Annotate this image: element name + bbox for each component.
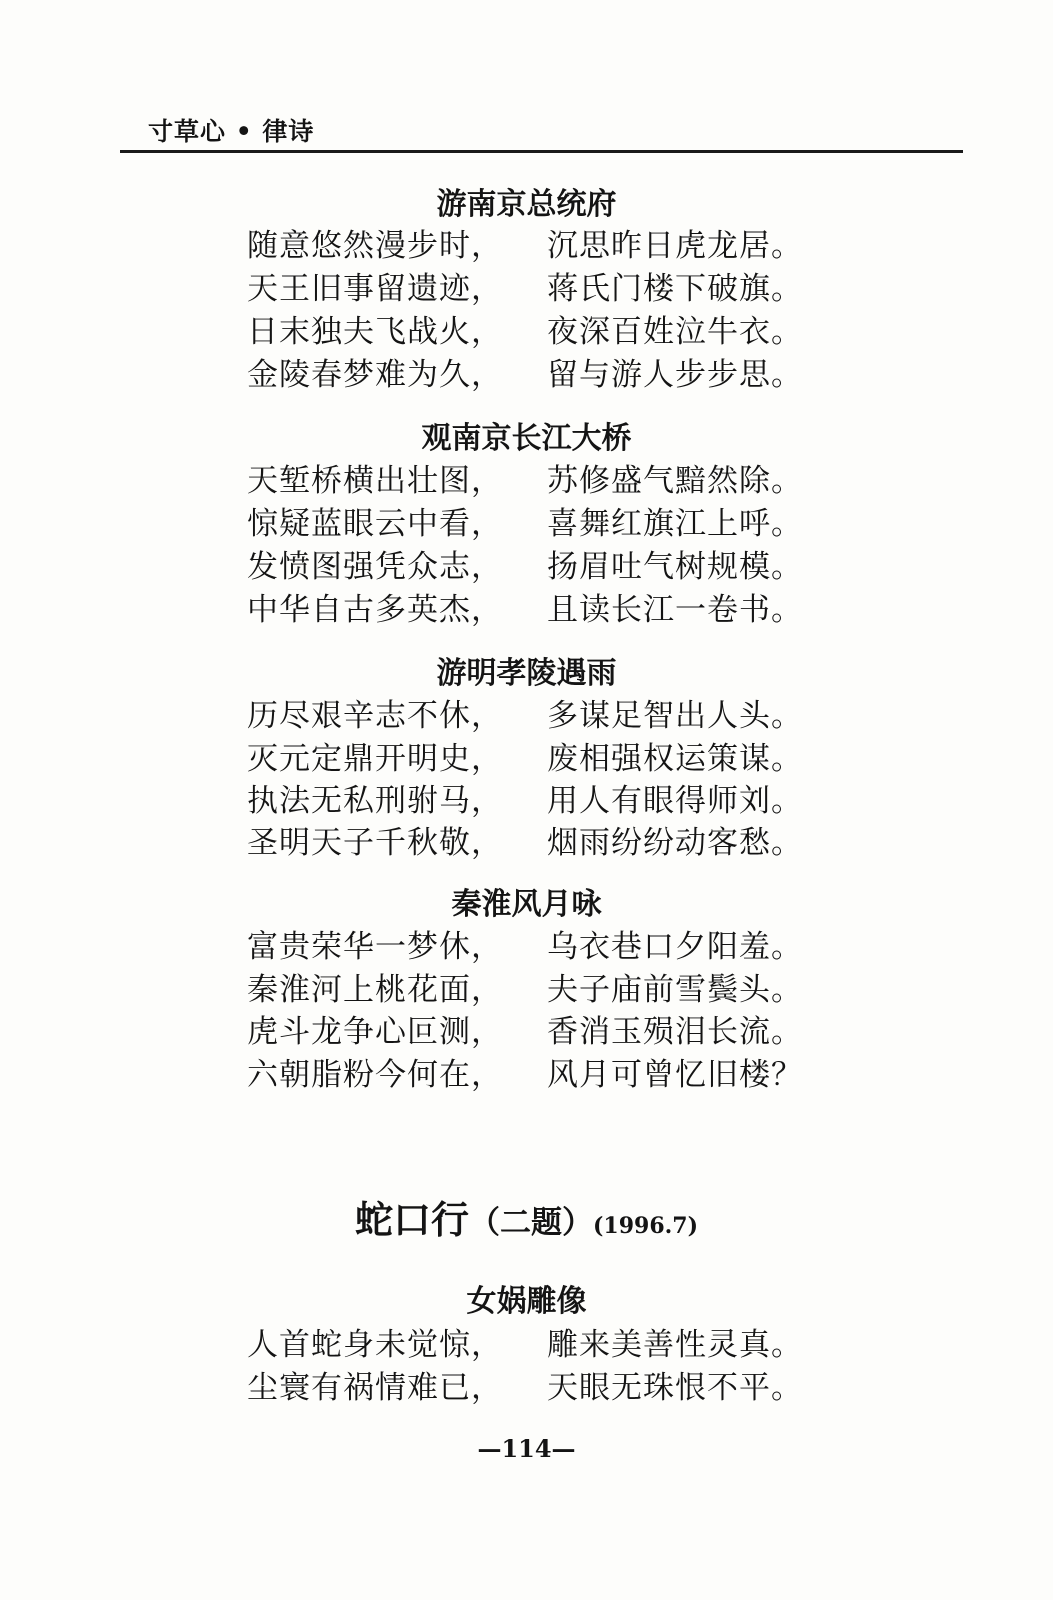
page-number: —114— xyxy=(477,1434,576,1463)
poem-line-right: 多谋足智出人头。 xyxy=(547,698,803,734)
poem-title: 女娲雕像 xyxy=(466,1284,587,1319)
poem-line-right: 乌衣巷口夕阳羞。 xyxy=(547,929,803,965)
poem-line-left: 执法无私刑驸马， xyxy=(247,783,503,819)
poem-line-right: 废相强权运策谋。 xyxy=(547,741,803,777)
poem-title: 观南京长江大桥 xyxy=(421,421,632,456)
poem-line-left: 惊疑蓝眼云中看， xyxy=(247,506,503,542)
poem-title: 游南京总统府 xyxy=(436,187,617,222)
section-title-date: (1996.7) xyxy=(593,1213,699,1239)
poem-line-left: 尘寰有祸情难已， xyxy=(247,1370,503,1406)
poem-line-right: 苏修盛气黯然除。 xyxy=(547,463,803,499)
poem-line-right: 用人有眼得师刘。 xyxy=(547,783,803,819)
poem-line-right: 夫子庙前雪鬓头。 xyxy=(547,972,803,1008)
poem-line-right: 沉思昨日虎龙居。 xyxy=(547,228,803,264)
poem-line-right: 夜深百姓泣牛衣。 xyxy=(547,314,803,350)
poem-line-left: 天王旧事留遗迹， xyxy=(247,271,503,307)
poem-line-left: 金陵春梦难为久， xyxy=(247,357,503,393)
poem-line-right: 烟雨纷纷动客愁。 xyxy=(547,825,803,861)
poem-title: 游明孝陵遇雨 xyxy=(436,656,617,691)
poem-title: 秦淮风月咏 xyxy=(451,887,602,922)
poem-line-left: 历尽艰辛志不休， xyxy=(247,698,503,734)
header-rule xyxy=(120,150,963,153)
poem-line-left: 虎斗龙争心叵测， xyxy=(247,1014,503,1050)
section-title-main: 蛇口行 xyxy=(354,1198,469,1242)
poem-line-left: 中华自古多英杰， xyxy=(247,592,503,628)
poem-line-right: 香消玉殒泪长流。 xyxy=(547,1014,803,1050)
poem-line-left: 随意悠然漫步时， xyxy=(247,228,503,264)
poem-line-right: 喜舞红旗江上呼。 xyxy=(547,506,803,542)
page-header: 寸草心 • 律诗 xyxy=(148,117,315,146)
poem-line-right: 扬眉吐气树规模。 xyxy=(547,549,803,585)
section-title xyxy=(0,1198,1053,1248)
poem-line-left: 人首蛇身未觉惊， xyxy=(247,1327,503,1363)
poem-line-left: 发愤图强凭众志， xyxy=(247,549,503,585)
poem-line-left: 日末独夫飞战火， xyxy=(247,314,503,350)
section-title-paren-note: （二题） xyxy=(469,1205,593,1241)
poem-line-right: 留与游人步步思。 xyxy=(547,357,803,393)
poem-line-right: 风月可曾忆旧楼？ xyxy=(547,1057,803,1093)
poem-line-left: 六朝脂粉今何在， xyxy=(247,1057,503,1093)
poem-line-left: 天堑桥横出壮图， xyxy=(247,463,503,499)
poem-line-right: 天眼无珠恨不平。 xyxy=(547,1370,803,1406)
poem-line-right: 雕来美善性灵真。 xyxy=(547,1327,803,1363)
poem-line-left: 灭元定鼎开明史， xyxy=(247,741,503,777)
poem-line-left: 圣明天子千秋敬， xyxy=(247,825,503,861)
poem-line-left: 秦淮河上桃花面， xyxy=(247,972,503,1008)
poem-line-right: 且读长江一卷书。 xyxy=(547,592,803,628)
poem-line-left: 富贵荣华一梦休， xyxy=(247,929,503,965)
poem-line-right: 蒋氏门楼下破旗。 xyxy=(547,271,803,307)
